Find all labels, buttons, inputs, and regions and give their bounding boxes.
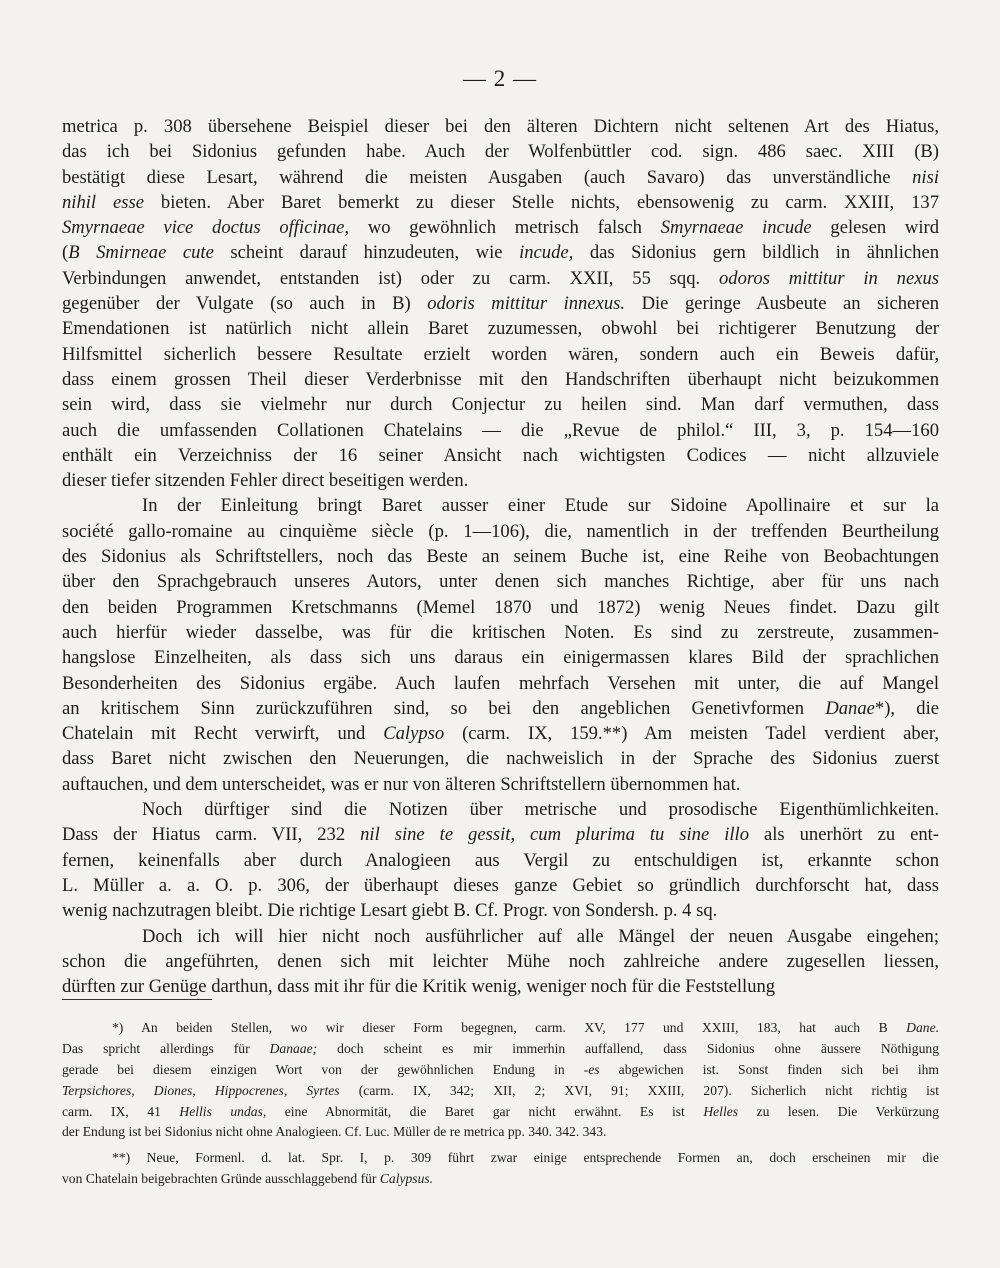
text-run: der Endung ist bei Sidonius nicht ohne Analogieen. Cf. Luc. Müller de re metrica pp. 340. 342. 343. — [62, 1124, 607, 1140]
text-line — [62, 468, 939, 493]
text-run: *) An beiden Stellen, wo wir dieser Form begegnen, carm. XV, 177 und XXIII, 183, hat auch B — [112, 1020, 907, 1035]
text-run: société gallo-romaine au cinquième siècle (p. 1—106), die, namentlich in der treffenden Beurtheilung — [62, 520, 939, 542]
text-line — [62, 772, 939, 797]
text-run: hangslose Einzelheiten, als dass sich uns daraus ein einigermassen klares Bild der sprachlichen — [62, 647, 939, 669]
text-run: fernen, keinenfalls aber durch Analogieen aus Vergil zu entschuldigen ist, erkannte schon — [62, 849, 939, 871]
text-run: scheint darauf hinzudeuten, wie — [213, 242, 520, 264]
italic-text: B Smirneae cute — [68, 242, 214, 264]
text-line — [62, 519, 939, 544]
text-line — [62, 797, 939, 822]
italic-text: Terpsichores, Diones, Hippocrenes, Syrtes — [62, 1082, 340, 1098]
text-run: Besonderheiten des Sidonius ergäbe. Auch laufen mehrfach Versehen mit unter, die auf Mangel — [62, 672, 939, 694]
italic-text: Smyrnaeae vice doctus officinae, — [62, 217, 350, 239]
text-run: Dass der Hiatus carm. VII, 232 — [62, 824, 361, 846]
text-line — [62, 418, 939, 443]
italic-text: odoros mittitur in nexus — [718, 267, 939, 289]
text-run: bieten. Aber Baret bemerkt zu dieser Stelle nichts, ebensowenig zu carm. XXIII, 137 — [143, 191, 940, 213]
text-line — [62, 291, 939, 316]
text-run: wenig nachzutragen bleibt. Die richtige Lesart giebt B. Cf. Progr. von Sondersh. p. 4 sq. — [62, 900, 718, 922]
text-run: auftauchen, und dem unterscheidet, was er nur von älteren Schriftstellern übernommen hat. — [62, 773, 741, 795]
text-run: auch die umfassenden Collationen Chatelains — die „Revue de philol.“ III, 3, p. 154—160 — [62, 419, 939, 441]
italic-text: Smyrnaeae incude — [660, 217, 812, 239]
text-run: Das spricht allerdings für — [62, 1040, 270, 1056]
text-run: schon die angeführten, denen sich mit leichter Mühe noch zahlreiche andere zugesellen liessen, — [62, 950, 939, 972]
italic-text: nil sine te gessit, cum plurima tu sine illo — [360, 824, 749, 846]
text-line — [62, 316, 939, 341]
footnote-line — [62, 1060, 939, 1081]
footnote-divider — [62, 999, 212, 1000]
body-text — [62, 114, 939, 999]
text-line — [62, 645, 939, 670]
text-run: (carm. IX, 342; XII, 2; XVI, 91; XXIII, 207). Sicherlich nicht richtig ist — [339, 1082, 939, 1098]
text-run: gegenüber der Vulgate (so auch in B) — [62, 293, 428, 315]
text-run: eine Abnormität, die Baret gar nicht erwähnt. Es ist — [266, 1103, 704, 1119]
text-run: (carm. IX, 159.**) Am meisten Tadel verdient aber, — [444, 723, 939, 745]
italic-text: Dane. — [906, 1020, 939, 1035]
text-run: über den Sprachgebrauch unseres Autors, unter denen sich manches Richtige, aber für uns nach — [62, 571, 939, 593]
italic-text: Danaae; — [269, 1040, 318, 1056]
text-run: von Chatelain beigebrachten Gründe ausschlaggebend für — [62, 1171, 380, 1187]
text-line — [62, 392, 939, 417]
text-run: gerade bei diesem einzigen Wort von der gewöhnlichen Endung in — [62, 1061, 584, 1077]
text-line — [62, 443, 939, 468]
text-run: carm. IX, 41 — [62, 1103, 180, 1119]
text-run: doch scheint es mir immerhin auffallend, dass Sidonius ohne äussere Nöthigung — [317, 1040, 939, 1056]
text-line — [62, 873, 939, 898]
text-run: Noch dürftiger sind die Notizen über metrische und prosodische Eigenthümlichkeiten. — [142, 799, 939, 821]
italic-text: odoris mittitur innexus. — [427, 293, 626, 315]
italic-text: incude, — [519, 242, 574, 264]
text-run: Die geringe Ausbeute an sicheren — [625, 293, 940, 315]
text-line — [62, 595, 939, 620]
footnote-line — [62, 1081, 939, 1102]
text-line — [62, 165, 939, 190]
text-line — [62, 620, 939, 645]
text-line — [62, 544, 939, 569]
text-line — [62, 848, 939, 873]
italic-text: -es — [583, 1061, 600, 1077]
text-line — [62, 240, 939, 265]
text-run: an kritischem Sinn zurückzuführen sind, so bei den angeblichen Genetivformen — [62, 697, 826, 719]
text-run: sein wird, dass sie vielmehr nur durch Conjectur zu heilen sind. Man darf vermuthen, dass — [62, 394, 939, 416]
italic-text: nihil esse — [62, 191, 144, 213]
text-run: das ich bei Sidonius gefunden habe. Auch der Wolfenbüttler cod. sign. 486 saec. XIII (B) — [62, 141, 939, 163]
text-run: **) Neue, Formenl. d. lat. Spr. I, p. 309 führt zwar einige entsprechende Formen an, doch erscheinen mir die — [112, 1150, 939, 1166]
text-run: Doch ich will hier nicht noch ausführlicher auf alle Mängel der neuen Ausgabe eingehen; — [142, 925, 939, 947]
text-run: enthält ein Verzeichniss der 16 seiner Ansicht nach wichtigsten Codices — nicht allzuviele — [62, 444, 939, 466]
footnote-line — [62, 1122, 939, 1143]
italic-text: nisi — [912, 166, 939, 188]
text-line — [62, 367, 939, 392]
text-run: wo gewöhnlich metrisch falsch — [349, 217, 661, 239]
text-line — [62, 342, 939, 367]
italic-text: Helles — [703, 1103, 739, 1119]
text-line — [62, 114, 939, 139]
text-line — [62, 266, 939, 291]
text-run: Chatelain mit Recht verwirft, und — [62, 723, 384, 745]
text-run: dürften zur Genüge darthun, dass mit ihr für die Kritik wenig, weniger noch für die Feststellung — [62, 976, 776, 998]
footnote-line — [62, 1039, 939, 1060]
footnote-line — [62, 1102, 939, 1123]
text-line — [62, 139, 939, 164]
footnote-line — [62, 1169, 939, 1190]
text-run: den beiden Programmen Kretschmanns (Memel 1870 und 1872) wenig Neues findet. Dazu gilt — [62, 596, 939, 618]
text-run: abgewichen ist. Sonst finden sich bei ihm — [599, 1061, 939, 1077]
italic-text: Calypsus. — [379, 1171, 434, 1187]
text-line — [62, 696, 939, 721]
text-line — [62, 671, 939, 696]
text-run: dieser tiefer sitzenden Fehler direct beseitigen werden. — [62, 470, 469, 492]
text-line — [62, 721, 939, 746]
text-run: zu lesen. Die Verkürzung — [738, 1103, 939, 1119]
text-line — [62, 746, 939, 771]
text-run: auch hierfür wieder dasselbe, was für die kritischen Noten. Es sind zu zerstreute, zusammen- — [62, 621, 939, 643]
text-run: das Sidonius gern bildlich in ähnlichen — [573, 242, 939, 264]
italic-text: Calypso — [383, 723, 445, 745]
italic-text: Danae — [825, 697, 875, 719]
text-line — [62, 974, 939, 999]
footnotes — [62, 1018, 939, 1190]
text-run: des Sidonius als Schriftstellers, noch das Beste an seinem Buche ist, eine Reihe von Beobachtungen — [62, 546, 939, 568]
page-number: — 2 — — [463, 66, 537, 91]
text-run: als unerhört zu ent- — [749, 824, 940, 846]
text-run: In der Einleitung bringt Baret ausser einer Etude sur Sidoine Apollinaire et sur la — [142, 495, 939, 517]
text-run: Hilfsmittel sicherlich bessere Resultate erzielt worden wären, sondern auch ein Beweis dafür, — [62, 343, 939, 365]
text-line — [62, 215, 939, 240]
italic-text: Hellis undas, — [179, 1103, 267, 1119]
text-run: ( — [62, 242, 69, 264]
text-line — [62, 493, 939, 518]
text-line — [62, 898, 939, 923]
text-line — [62, 190, 939, 215]
footnote-line — [62, 1018, 939, 1039]
text-line — [62, 924, 939, 949]
text-run: dass einem grossen Theil dieser Verderbnisse mit den Handschriften überhaupt nicht beizukommen — [62, 368, 939, 390]
text-run: bestätigt diese Lesart, während die meisten Ausgaben (auch Savaro) das unverständliche — [62, 166, 913, 188]
text-run: gelesen wird — [811, 217, 940, 239]
text-run: Verbindungen anwendet, entstanden ist) oder zu carm. XXII, 55 sqq. — [62, 267, 719, 289]
text-run: *), die — [874, 697, 939, 719]
text-run: L. Müller a. a. O. p. 306, der überhaupt dieses ganze Gebiet so gründlich durchforscht hat, dass — [62, 874, 939, 896]
text-run: Emendationen ist natürlich nicht allein Baret zuzumessen, obwohl bei richtigerer Benutzung der — [62, 318, 939, 340]
text-run: dass Baret nicht zwischen den Neuerungen, die nachweislich in der Sprache des Sidonius zuerst — [62, 748, 939, 770]
footnote-line — [62, 1148, 939, 1169]
text-line — [62, 949, 939, 974]
text-run: metrica p. 308 übersehene Beispiel dieser bei den älteren Dichtern nicht seltenen Art des Hiatus, — [62, 116, 939, 137]
text-line — [62, 822, 939, 847]
text-line — [62, 569, 939, 594]
